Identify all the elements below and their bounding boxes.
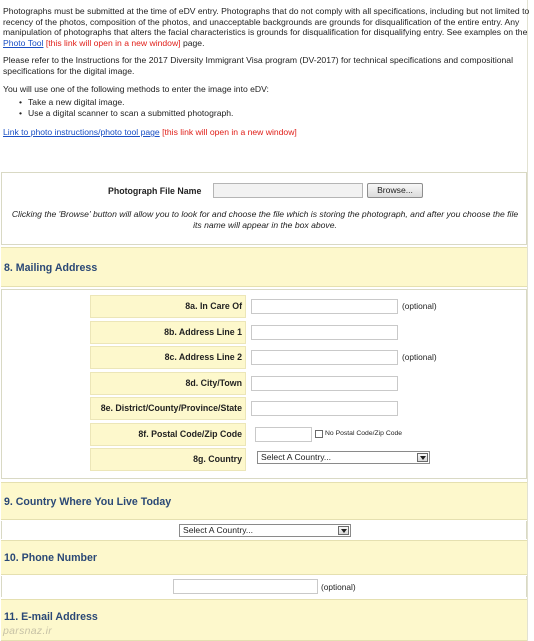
section-title: 9. Country Where You Live Today <box>4 496 172 508</box>
country-live-row <box>1 521 527 539</box>
methods-list <box>19 97 531 119</box>
field-row-country <box>90 448 498 471</box>
dv-instructions-text: Please refer to the Instructions for the 2017 Diversity Immigrant Visa program (DV-2017) for technical specifications and compositional specifications for the digital image. <box>3 55 513 76</box>
optional-note: (optional) <box>321 582 356 592</box>
country-live-select[interactable] <box>179 524 351 537</box>
email-address-header <box>1 599 527 641</box>
field-label: 8e. District/County/Province/State <box>90 397 246 420</box>
district-input[interactable] <box>251 401 398 416</box>
dropdown-arrow-icon[interactable] <box>338 526 349 535</box>
mailing-country-select[interactable] <box>257 451 430 464</box>
field-row-district <box>90 397 498 420</box>
photo-tool-link[interactable]: Photo Tool <box>3 37 44 48</box>
field-label: 8b. Address Line 1 <box>90 321 246 344</box>
field-row-postal-code <box>90 423 498 446</box>
photograph-file-label: Photograph File Name <box>108 186 202 196</box>
requirements-end: page. <box>182 37 205 48</box>
mailing-address-header <box>1 247 527 287</box>
address-line-2-input[interactable] <box>251 350 398 365</box>
browse-help-text: Clicking the 'Browse' button will allow you to look for and choose the file which is storing the photograph, and after you choose the file its name will appear in the box above. <box>11 209 519 230</box>
watermark: parsnaz.ir <box>3 625 53 637</box>
phone-number-input[interactable] <box>173 579 318 594</box>
photograph-file-input[interactable] <box>213 183 363 198</box>
address-line-1-input[interactable] <box>251 325 398 340</box>
field-label: 8c. Address Line 2 <box>90 346 246 369</box>
section-title: 8. Mailing Address <box>4 262 98 274</box>
optional-note: (optional) <box>402 301 437 311</box>
dropdown-arrow-icon[interactable] <box>417 453 428 462</box>
field-row-city-town <box>90 372 498 395</box>
optional-note: (optional) <box>402 352 437 362</box>
postal-code-input[interactable] <box>255 427 312 442</box>
new-window-note: [this link will open in a new window] <box>45 37 181 48</box>
field-label: 8f. Postal Code/Zip Code <box>90 423 246 446</box>
field-label: 8a. In Care Of <box>90 295 246 318</box>
select-value: Select A Country... <box>261 452 332 462</box>
field-label: 8d. City/Town <box>90 372 246 395</box>
mailing-address-form <box>1 289 527 479</box>
section-title: 10. Phone Number <box>4 552 98 564</box>
field-row-in-care-of <box>90 295 498 318</box>
field-row-address-line-2 <box>90 346 498 369</box>
photo-requirements-text <box>3 6 531 48</box>
photograph-file-row <box>2 183 526 199</box>
requirements-sentence: Photographs must be submitted at the time of eDV entry. Photographs that do not comply with all specifications, including but not limited to recency of the photos, composition of the photos, and unacceptable backgrounds are grounds for disqualification of the entire entry. Any manipulation of photographs that alters the facial characteristics is grounds for disqualification for disqualifying entry. See examples on the <box>3 6 530 38</box>
select-value: Select A Country... <box>183 525 254 535</box>
no-postal-code-checkbox[interactable] <box>315 430 323 438</box>
new-window-note: [this link will open in a new window] <box>162 127 297 138</box>
in-care-of-input[interactable] <box>251 299 398 314</box>
method-item: • Take a new digital image. <box>19 97 531 108</box>
methods-intro: You will use one of the following methods to enter the image into eDV: <box>3 83 269 94</box>
field-label: 8g. Country <box>90 448 246 471</box>
photograph-upload-panel <box>1 172 527 245</box>
no-postal-code-label: No Postal Code/Zip Code <box>325 430 403 437</box>
method-item: • Use a digital scanner to scan a submitted photograph. <box>19 108 531 119</box>
browse-button[interactable]: Browse... <box>367 183 423 198</box>
phone-number-header <box>1 540 527 575</box>
field-row-address-line-1 <box>90 321 498 344</box>
photo-instructions <box>3 6 531 145</box>
phone-number-row <box>1 576 527 597</box>
city-town-input[interactable] <box>251 376 398 391</box>
section-title: 11. E-mail Address <box>4 611 98 623</box>
photo-instructions-link[interactable]: Link to photo instructions/photo tool page <box>3 127 160 138</box>
country-live-header <box>1 482 527 520</box>
